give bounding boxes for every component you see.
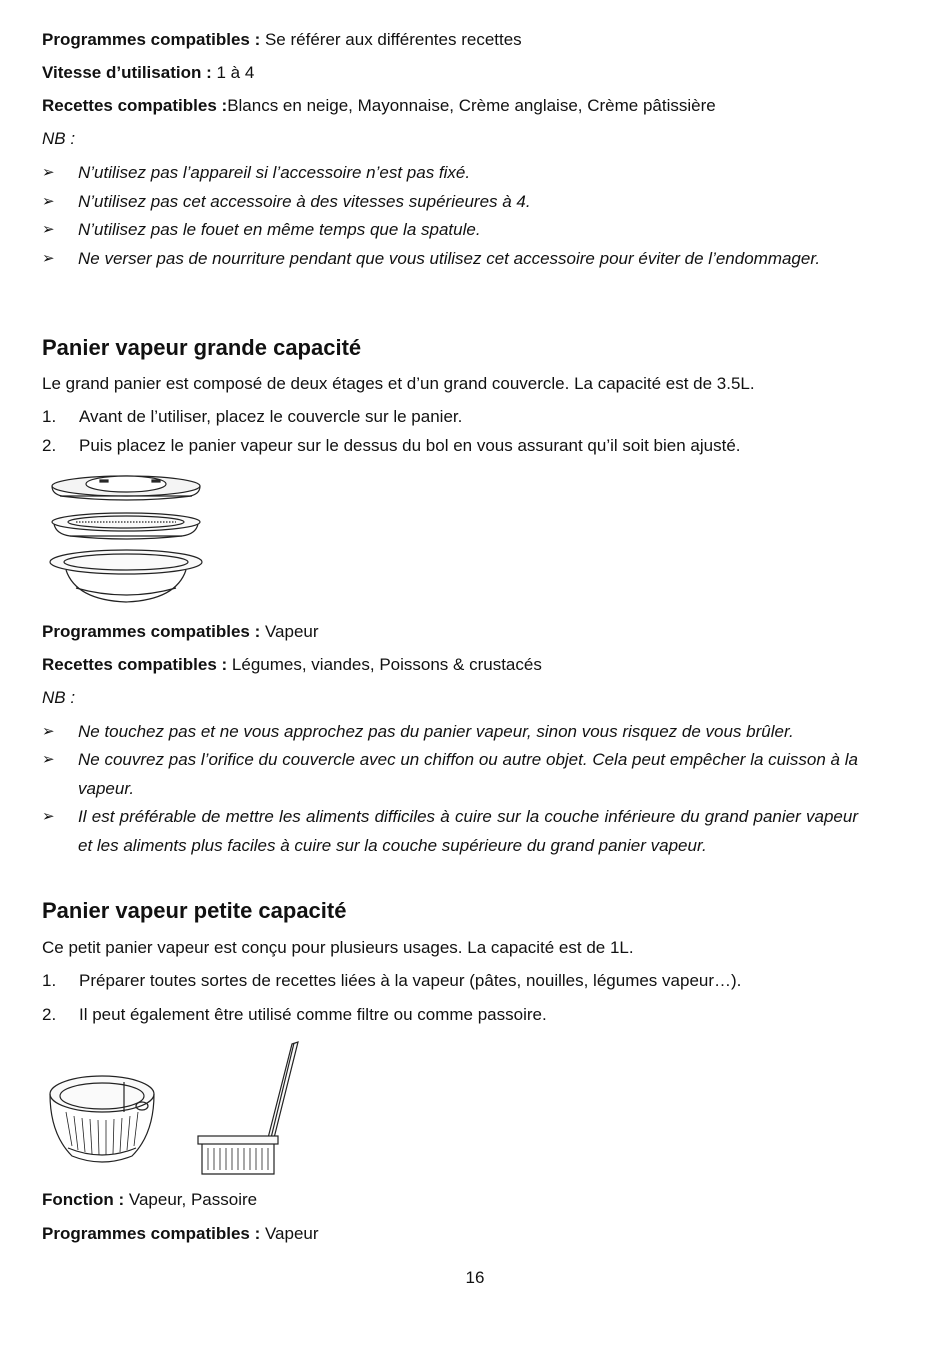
field-recettes: Recettes compatibles : Légumes, viandes, Poissons & crustacés: [42, 655, 542, 674]
field-programmes: Programmes compatibles : Vapeur: [42, 1224, 319, 1243]
field-fonction: Fonction : Vapeur, Passoire: [42, 1190, 258, 1209]
intro-petit-panier: Ce petit panier vapeur est conçu pour plusieurs usages. La capacité est de 1L.: [42, 938, 634, 957]
section-title-grand-panier: Panier vapeur grande capacité: [42, 335, 362, 360]
step-item: 1. Avant de l’utiliser, placez le couvercle sur le panier.: [42, 407, 463, 426]
section-title-petit-panier: Panier vapeur petite capacité: [42, 898, 347, 923]
field-programmes: Programmes compatibles : Vapeur: [42, 622, 319, 641]
step-item: 1. Préparer toutes sortes de recettes liées à la vapeur (pâtes, nouilles, légumes vapeur…).: [42, 971, 742, 990]
note-item: ➢ Il est préférable de mettre les aliments difficiles à cuire sur la couche inférieure du grand panier vapeur et les aliments plus faciles à cuire sur la couche supérieure du grand panier vapeur.: [42, 803, 858, 860]
nb-label: NB :: [42, 688, 76, 707]
nb-label: NB :: [42, 129, 76, 148]
step-item: 2. Puis placez le panier vapeur sur le dessus du bol en vous assurant qu’il soit bien ajusté.: [42, 436, 741, 455]
note-item: ➢ N’utilisez pas le fouet en même temps que la spatule.: [42, 216, 858, 245]
arrow-bullet-icon: ➢: [42, 723, 55, 740]
large-steamer-basket-illustration: [46, 470, 206, 610]
arrow-bullet-icon: ➢: [42, 193, 55, 210]
intro-grand-panier: Le grand panier est composé de deux étages et d’un grand couvercle. La capacité est de 3.5L.: [42, 374, 755, 393]
small-steamer-side-view-illustration: [192, 1040, 302, 1176]
note-item: ➢ Ne couvrez pas l’orifice du couvercle avec un chiffon ou autre objet. Cela peut empêcher la cuisson à la vapeur.: [42, 746, 858, 803]
small-steamer-basket-illustration: [46, 1072, 158, 1172]
step-item: 2. Il peut également être utilisé comme filtre ou comme passoire.: [42, 1005, 547, 1024]
arrow-bullet-icon: ➢: [42, 221, 55, 238]
arrow-bullet-icon: ➢: [42, 751, 55, 768]
note-item: ➢ N’utilisez pas l’appareil si l’accessoire n’est pas fixé.: [42, 159, 858, 188]
arrow-bullet-icon: ➢: [42, 250, 55, 267]
arrow-bullet-icon: ➢: [42, 808, 55, 825]
arrow-bullet-icon: ➢: [42, 164, 55, 181]
note-item: ➢ N’utilisez pas cet accessoire à des vitesses supérieures à 4.: [42, 188, 858, 217]
page-number: 16: [465, 1268, 485, 1287]
field-vitesse: Vitesse d’utilisation : 1 à 4: [42, 63, 255, 82]
field-programmes: Programmes compatibles : Se référer aux différentes recettes: [42, 30, 522, 49]
field-recettes: Recettes compatibles :Blancs en neige, Mayonnaise, Crème anglaise, Crème pâtissière: [42, 96, 716, 115]
note-item: ➢ Ne verser pas de nourriture pendant que vous utilisez cet accessoire pour éviter de l’endommager.: [42, 245, 858, 274]
note-item: ➢ Ne touchez pas et ne vous approchez pas du panier vapeur, sinon vous risquez de vous brûler.: [42, 718, 858, 747]
